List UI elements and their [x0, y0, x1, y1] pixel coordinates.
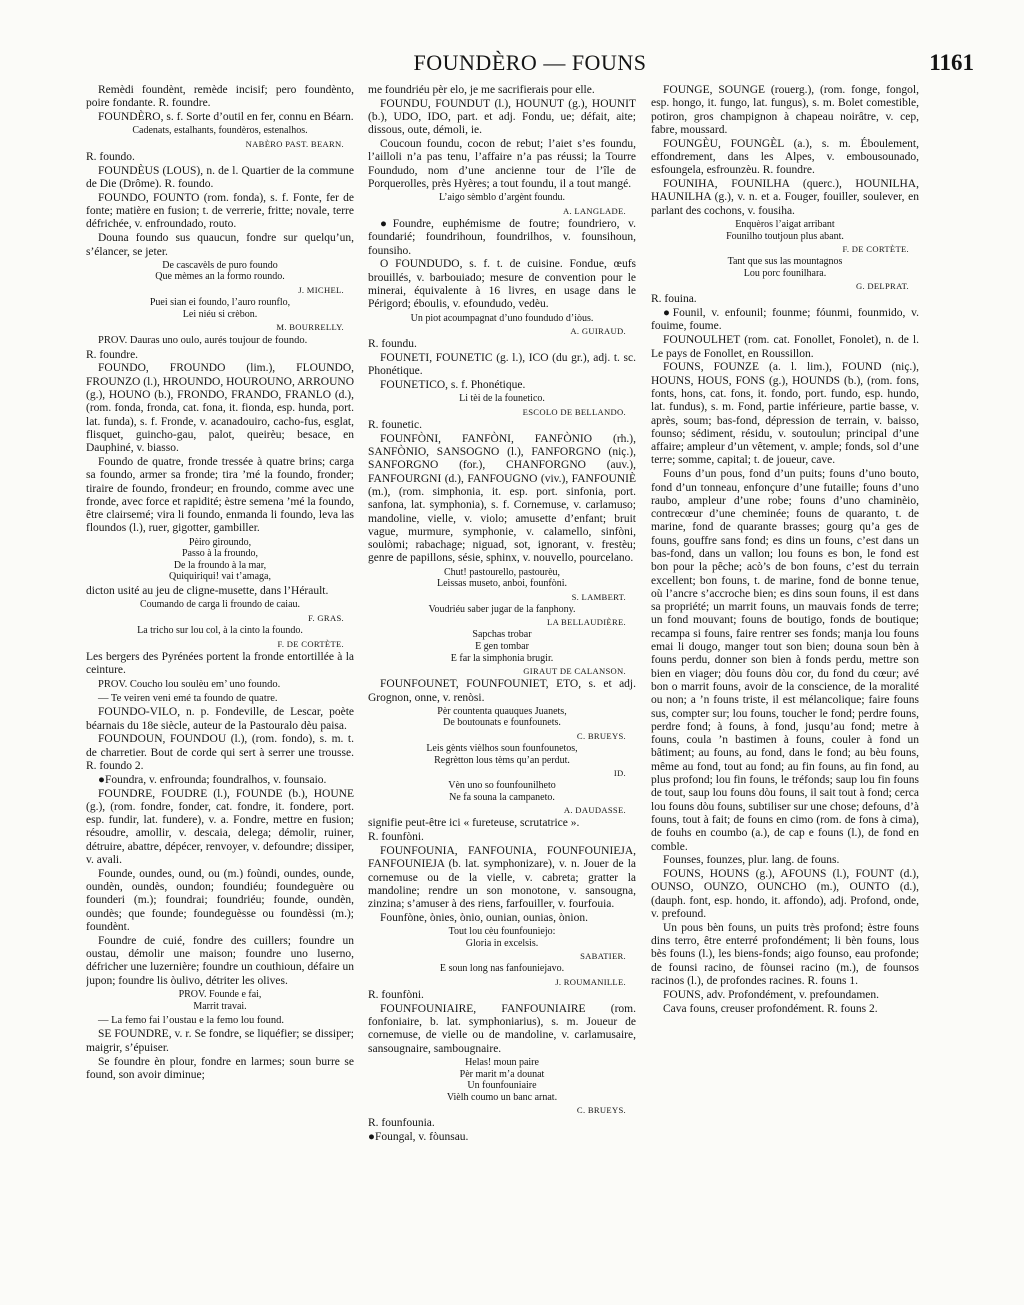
citation-author: A. LANGLADE. [562, 205, 626, 216]
entry-paragraph: Foundo de quatre, fronde tressée à quatre brins; carga sa foundo, armer sa fronde; tira ’mé la foundo, fronder; tiraire de foundo, frondeur; en froundo, comme avec une fronde, avec force et rapidité; èstre semena ’mé la foundo, être clairsemé; vira li foundo, enmanda li foundo, leva las floundos (l.), ruer, gigotter, gambiller. [86, 455, 354, 535]
citation-author: GIRAUT DE CALANSON. [523, 666, 626, 677]
entry-text: dicton usité au jeu de cligne-musette, dans l’Hérault. [86, 585, 329, 598]
citation-author: J. ROUMANILLE. [555, 977, 626, 988]
verse-line: Voudriéu saber jugar de la fanphony. [428, 603, 576, 615]
verse-quote [86, 537, 354, 583]
verse-quote [368, 192, 636, 204]
verse-quote [368, 567, 636, 590]
verse-line: Enquèros l’aigat arribant [735, 218, 835, 230]
entry-text: ●Foungal, v. fòunsau. [368, 1131, 469, 1144]
verse-line: Pèr marit m’a dounat [459, 1068, 545, 1080]
entry-paragraph: FOUNDO-VILO, n. p. Fondeville, de Lescar, poète béarnais du 18e siècle, auteur de la Pastouralo dèu paisa. [86, 706, 354, 732]
citation-author: ESCOLO DE BELLANDO. [522, 406, 626, 417]
entry-text: signifie peut-être ici « fureteuse, scrutatrice ». [368, 817, 580, 830]
citation-author: SABATIER. [580, 951, 626, 962]
citation-author: A. DAUDASSE. [563, 805, 626, 816]
entry-paragraph: FOUNDÈRO, s. f. Sorte d’outil en fer, connu en Béarn. [98, 111, 354, 124]
entry-paragraph: SE FOUNDRE, v. r. Se fondre, se liquéfier; se dissiper; maigrir, s’épuiser. [86, 1028, 354, 1054]
verse-quote [86, 625, 354, 637]
column-3 [651, 84, 919, 1274]
entry-paragraph: FOUNOULHET (rom. cat. Fonollet, Fonolet), n. de l. Le pays de Fonollet, en Roussillon. [651, 334, 919, 360]
entry-paragraph: Founfòne, ònies, ònio, ounian, ounias, ònion. [380, 911, 588, 924]
verse-quote [368, 1057, 636, 1103]
verse-line: Helas! moun paire [465, 1057, 539, 1069]
entry-paragraph: FOUNDOUN, FOUNDOU (l.), (rom. fondo), s. m. t. de charretier. Bout de corde qui sert à serrer une trousse. R. foundo 2. [86, 733, 354, 772]
verse-line: Leissas museto, anboi, founfòni. [437, 578, 567, 590]
entry-paragraph: Coucoun foundu, cocon de rebut; l’aiet s’es foundu, l’ailloli n’a pas tenu, l’affaire n’a pas réussi; la Tourre Foundudo, nom d’une ancienne tour de l’île de Porquerolles, près Hyères; a tout foundu, il a tout mangé. [368, 138, 636, 191]
entry-paragraph: Founses, founzes, plur. lang. de founs. [663, 854, 840, 867]
running-head: FOUNDÈRO — FOUNS [413, 50, 647, 75]
citation-author: F. DE CORTÈTE. [277, 638, 344, 649]
citation-author: M. BOURRELLY. [276, 322, 344, 333]
verse-line: Sapchas trobar [472, 629, 532, 641]
verse-line: E soun long nas fanfouniejavo. [439, 963, 565, 975]
citation-author: LA BELLAUDIÈRE. [547, 617, 626, 628]
citation-author: NABÈRO PAST. BEARN. [245, 138, 344, 149]
verse-line: Quiquiriqui! vai t’amaga, [169, 571, 271, 583]
citation-author: F. GRAS. [308, 612, 344, 623]
entry-text: R. founfòni. [368, 989, 424, 1002]
entry-paragraph: FOUNIHA, FOUNILHA (querc.), HOUNILHA, HAUNILHA (g.), v. n. et a. Fouger, fouiller, soulever, en parlant des cochons, v. fousiha. [651, 178, 919, 217]
verse-line: De boutounats e founfounets. [443, 717, 561, 729]
verse-line: E gen tombar [475, 641, 529, 653]
verse-line: Vèn uno so founfounilheto [448, 780, 556, 792]
page-number: 1161 [929, 50, 974, 75]
verse-quote [368, 629, 636, 664]
entry-paragraph: FOUNGÈU, FOUNGÈL (a.), s. m. Éboulement, effondrement, dans les Alpes, v. embousounado, esfoungela, esfrounzèu. R. foundre. [651, 137, 919, 177]
verse-line: Leis gènts vièlhos soun founfounetos, [426, 743, 578, 755]
citation-author: A. GUIRAUD. [570, 326, 626, 337]
entry-paragraph: FOUNS, adv. Profondément, v. prefoundamen. [663, 988, 880, 1001]
verse-quote [368, 706, 636, 729]
verse-line: Pèr countenta quauques Juanets, [437, 705, 567, 717]
proverb: — Te veiren veni emé ta foundo de quatre. [98, 692, 278, 704]
citation-author: C. BRUEYS. [576, 1105, 626, 1116]
entry-paragraph: Remèdi foundènt, remède incisif; pero foundènto, poire fondante. R. foundre. [86, 84, 354, 110]
citation-author: ID. [613, 768, 626, 779]
verse-line: PROV. Founde e fai, [178, 988, 262, 1000]
entry-paragraph: Foundre de cuié, fondre des cuillers; foundre un oustau, démolir une maison; foundre uno luserno, défricher une luzernière; foundre un couthioun, défaire un jupon; foundre lis òulivo, détriter les olives. [86, 934, 354, 987]
entry-paragraph: FOUNETICO, s. f. Phonétique. [380, 379, 526, 392]
verse-line: Regrètton lous tèms qu’an perdut. [434, 754, 570, 766]
verse-line: Lou porc founilhara. [743, 267, 827, 279]
verse-quote [368, 780, 636, 803]
verse-quote [86, 989, 354, 1012]
column-2 [368, 84, 636, 1274]
entry-paragraph: FOUNFÒNI, FANFÒNI, FANFÒNIO (rh.), SANFÒNIO, SANSOGNO (l.), FANFORGNO (niç.), SANFORGNO (for.), CHANFORGNO (auv.), FANFOURGNI (d.), FANFOUGNO (viv.), FANFOUNIÈ (m.), (rom. simphonia, it. esp. port. sinfonia, port. sanfona, lat. symphonia), s. f. Cornemuse, v. carlamuso; mandoline, vielle, v. violo; amusette d’enfant; bruit vague, murmure, symphonie, v. calamello, sinfòni, soulòmi; rabachage; niguad, sot, ignorant, v. frestèu; genre de papillons, sésie, sphinx, v. nouvello, pourcelano. [368, 432, 636, 565]
entry-text: R. foundo. [86, 150, 135, 163]
verse-line: Pèiro giroundo, [188, 536, 252, 548]
verse-line: Puei sian ei foundo, l’auro rounflo, [149, 297, 291, 309]
entry-text: R. foundu. [368, 338, 417, 351]
entry-paragraph: FOUNS, FOUNZE (a. l. lim.), FOUND (niç.), HOUNS, HOUS, FONS (g.), HOUNDS (b.), (rom. fons, fonts, hons, cat. fons, it. fondo, port. fundo, esp. hundo, lat. fundus), s. m. Fond, partie inférieure, partie basse, v. après, soum; bas-fond, dépression de terrain, v. baisso, founso; sédiment, résidu, v. soutoulun; principal d’une affaire; ampleur d’un vêtement, v. ample; fonds, sol d’une terre; somme, capital; t. de joueur, cave. [651, 361, 919, 467]
entry-paragraph: FOUNFOUNIAIRE, FANFOUNIAIRE (rom. fonfoniaire, b. lat. symphoniarius), s. m. Joueur de cornemuse, de vielle ou de mandoline, v. carlamusaire, sansougnaire, sambougnaire. [368, 1002, 636, 1055]
entry-text: R. founfounia. [368, 1117, 435, 1130]
entry-paragraph: FOUNDRE, FOUDRE (l.), FOUNDE (b.), HOUNE (g.), (rom. fondre, fonder, cat. fondre, it. fondere, port. esp. fundir, lat. fundere), v. a. Fondre, mettre en fusion; résoudre, amollir, v. descaia, delega; démolir, ruiner, détruire, abattre, dépécer, renvoyer, v. defoundre; dissiper, v. avali. [86, 787, 354, 866]
verse-line: Marrit travai. [193, 1000, 247, 1012]
entry-paragraph: ●Foundre, euphémisme de foutre; foundriero, v. foundarié; foundrihoun, foundrilhos, v. founsihoun, founsiho. [368, 217, 636, 257]
verse-quote [651, 256, 919, 279]
verse-line: Vièlh coumo un banc arnat. [446, 1091, 558, 1103]
entry-text: me foundriéu pèr elo, je me sacrifierais pour elle. [368, 84, 595, 96]
entry-paragraph: FOUNDO, FROUNDO (lim.), FLOUNDO, FROUNZO (l.), HROUNDO, HOUROUNO, ARROUNO (g.), HOUNO (b.), FRONDO, FRANDO, FRANLO (d.), (rom. fonda, fronda, cat. fona, it. fionda, esp. hunda, port. lat. funda), s. f. Fronde, v. acanadouiro, cacho-fus, esglat, flisquet, guincho-gau, palot, queirèu; besace, en Dauphiné, v. biasso. [86, 362, 354, 455]
entry-paragraph: O FOUNDUDO, s. f. t. de cuisine. Fondue, œufs brouillés, v. barbouiado; mesure de convention pour le minerai, équivalente à 16 livres, en usage dans le Périgord; éboulis, v. efoundudo, vedèu. [368, 258, 636, 311]
verse-line: Li tèi de la founetico. [459, 393, 545, 405]
verse-line: Tout lou cèu founfouniejo: [448, 926, 556, 938]
entry-text: R. founetic. [368, 418, 422, 431]
verse-quote [368, 926, 636, 949]
verse-quote [368, 604, 636, 616]
entry-paragraph: Se foundre èn plour, fondre en larmes; soun burre se found, son avoir diminue; [86, 1055, 354, 1081]
entry-paragraph: ●Foundra, v. enfrounda; foundralhos, v. founsaio. [98, 773, 327, 786]
citation-author: C. BRUEYS. [576, 731, 626, 742]
verse-quote [368, 743, 636, 766]
proverb: PROV. Coucho lou soulèu em’ uno foundo. [98, 678, 281, 690]
entry-text: R. founfòni. [368, 831, 424, 844]
entry-paragraph: FOUNFOUNIA, FANFOUNIA, FOUNFOUNIEJA, FANFOUNIEJA (b. lat. symphonizare), v. n. Jouer de la cornemuse ou de la vielle, v. cabreta; gratter la mandoline; rendre un son monotone, v. sansougna, zinzina; s’amuser à des riens, farfouiller, v. fourfouia. [368, 845, 636, 911]
entry-paragraph: Douna foundo sus quaucun, fondre sur quelqu’un, s’élancer, se jeter. [86, 232, 354, 258]
verse-line: Founilho toutjoun plus abant. [726, 230, 844, 242]
entry-text: Les bergers des Pyrénées portent la fronde entortillée à la ceinture. [86, 650, 354, 676]
verse-quote [368, 393, 636, 405]
verse-line: Cadenats, estalhants, foundèros, estenalhos. [132, 125, 308, 137]
citation-author: F. DE CORTÈTE. [842, 244, 909, 255]
entry-text: R. foundre. [86, 348, 139, 361]
verse-line: Coumando de carga li froundo de caiau. [139, 599, 301, 611]
proverb: PROV. Dauras uno oulo, aurés toujour de foundo. [98, 335, 308, 347]
entry-paragraph: Founs d’un pous, fond d’un puits; founs d’uno bouto, fond d’un tonneau, enfonçure d’une futaille; founs d’uno raubo, ampleur d’une robe; founs d’uno chaminèio, contrecœur d’une cheminée; founs de quaranto, t. de marine, fond de quarante brasses; gourg qu’a ges de founs, gouffre sans fond; es dins un founs, c’est dans un bas-fond, dans un vallon; lou founs es bon, le fond est bon pour la pêche; acò’s de bon founs, c’est du terrain excellent; bon founs, t. de marine, fond de bonne tenue, où l’ancre s’accroche bien; es dins soun founs, il est dans sa propriété; un marrit founs, un mauvais fonds de terre; un fond mouvant; founs de boutigo, fonds de boutique; recampa si founs, faire rentrer ses fonds; manja lou founs emai li dougo, manger tout son bien; douna soun bèn à founs perdu, donner son bien à fonds perdu, mettre son bien en viager; dòu founs dòu cor, du fond du cœur; avé bon o marrit founs, avoir de la conscience, de la moralité ou non; a ’n founs triste, il est mélancolique; faire founs sus, compter sur; lou founs, toucher le fond; perdre founs, perdre fond; à founs, à fond, jusqu’au fond; metre à founs, coula ’n bastimen à founs, couler à fond un bâtiment; au founs, au fond, dans le fond; au bèu founs, même au fond, tout au fond; au fin founs, au fin fond, au plus profond; lou fin founs, le tréfonds; saup lou fin founs de tout, saup lou founs dòu founs, il sait tout à fond; cerca lou founs dòu founs, subtiliser sur une chose; defouns, d’à founs, tout à fait; de founs en cimo (rom. de fons à cima), de fouhs en coumbo (a.), de cap e founs (l.), de fond en comble. [651, 468, 919, 853]
verse-quote [368, 313, 636, 325]
entry-paragraph: FOUNGE, SOUNGE (rouerg.), (rom. fonge, fongol, esp. hongo, it. fungo, lat. fungus), s. m. Bolet comestible, potiron, gros champignon à chapeau noirâtre, v. cep, fabre, moussard. [651, 84, 919, 136]
verse-quote [86, 297, 354, 320]
entry-paragraph: Founde, oundes, ound, ou (m.) foùndi, oundes, ounde, oundèn, oundès, oundon; foundiéu; foundeguère ou founderi (m.); foundrai; foundriéu; founde, oundèn, oundès; que founde; foundeguèsse ou foundèssi (m.); foundènt. [86, 867, 354, 933]
entry-paragraph: FOUNFOUNET, FOUNFOUNIET, ETO, s. et adj. Grognon, onne, v. renòsi. [368, 678, 636, 704]
verse-line: Passo à la froundo, [181, 548, 259, 560]
entry-paragraph: FOUNDÈUS (LOUS), n. de l. Quartier de la commune de Die (Drôme). R. foundo. [86, 164, 354, 191]
verse-line: Un founfouniaire [467, 1080, 537, 1092]
verse-line: E far la simphonia brugir. [450, 652, 554, 664]
citation-author: S. LAMBERT. [571, 591, 626, 602]
verse-line: Tant que sus las mountagnos [727, 256, 843, 268]
verse-line: Ne fa souna la campaneto. [449, 791, 555, 803]
verse-line: De la froundo à la mar, [173, 559, 267, 571]
page-header [86, 50, 974, 84]
entry-paragraph: FOUNDO, FOUNTO (rom. fonda), s. f. Fonte, fer de fonte; matière en fusion; t. de verrerie, fritte; novale, terre défrichée, v. enfroundado, routo. [86, 191, 354, 231]
citation-author: G. DELPRAT. [855, 281, 909, 292]
entry-text: R. fouina. [651, 293, 697, 306]
verse-line: Lei niéu si crèbon. [182, 308, 258, 320]
verse-line: L’aigo sèmblo d’argènt foundu. [438, 192, 566, 204]
entry-paragraph: FOUNETI, FOUNETIC (g. l.), ICO (du gr.), adj. t. sc. Phonétique. [368, 351, 636, 378]
verse-line: Gloria in excelsis. [465, 937, 539, 949]
verse-quote [86, 260, 354, 283]
verse-quote [86, 599, 354, 611]
column-1 [86, 84, 354, 1274]
entry-paragraph: FOUNDU, FOUNDUT (l.), HOUNUT (g.), HOUNIT (b.), UDO, IDO, part. et adj. Fondu, ue; défait, aite; dissous, oute, démoli, ie. [368, 97, 636, 137]
verse-line: La tricho sur lou col, à la cinto la foundo. [137, 624, 303, 636]
verse-quote [86, 125, 354, 137]
verse-line: Chut! pastourello, pastourèu, [443, 566, 561, 578]
entry-paragraph: Cava founs, creuser profondément. R. founs 2. [663, 1002, 878, 1015]
entry-paragraph: FOUNS, HOUNS (g.), AFOUNS (l.), FOUNT (d.), OUNSO, OUNZO, OUNCHO (m.), OUNTO (d.), (dauph. font, esp. hondo, it. affondo), adj. Profond, onde, v. prefound. [651, 868, 919, 920]
entry-paragraph: Un pous bèn founs, un puits très profond; èstre founs dins terro, être enterré profondément; li bèn founs, lous bès founs (l.), les biens-fonds; aigo founso, eau profonde; de founsi racino, de fòunsei racino (m.), de founsos racinos (l.), de profondes racines. R. founs 1. [651, 921, 919, 987]
verse-line: De cascavèls de puro foundo [162, 259, 278, 271]
verse-quote [651, 219, 919, 242]
entry-paragraph: ●Founil, v. enfounil; founme; fóunmi, founmido, v. fouime, foume. [651, 307, 919, 333]
proverb: — La femo fai l’oustau e la femo lou found. [98, 1015, 285, 1027]
verse-line: Un piot acoumpagnat d’uno foundudo d’iòus. [410, 312, 594, 324]
verse-quote [368, 963, 636, 975]
citation-author: J. MICHEL. [298, 285, 344, 296]
verse-line: Que mèmes an la formo roundo. [155, 271, 285, 283]
